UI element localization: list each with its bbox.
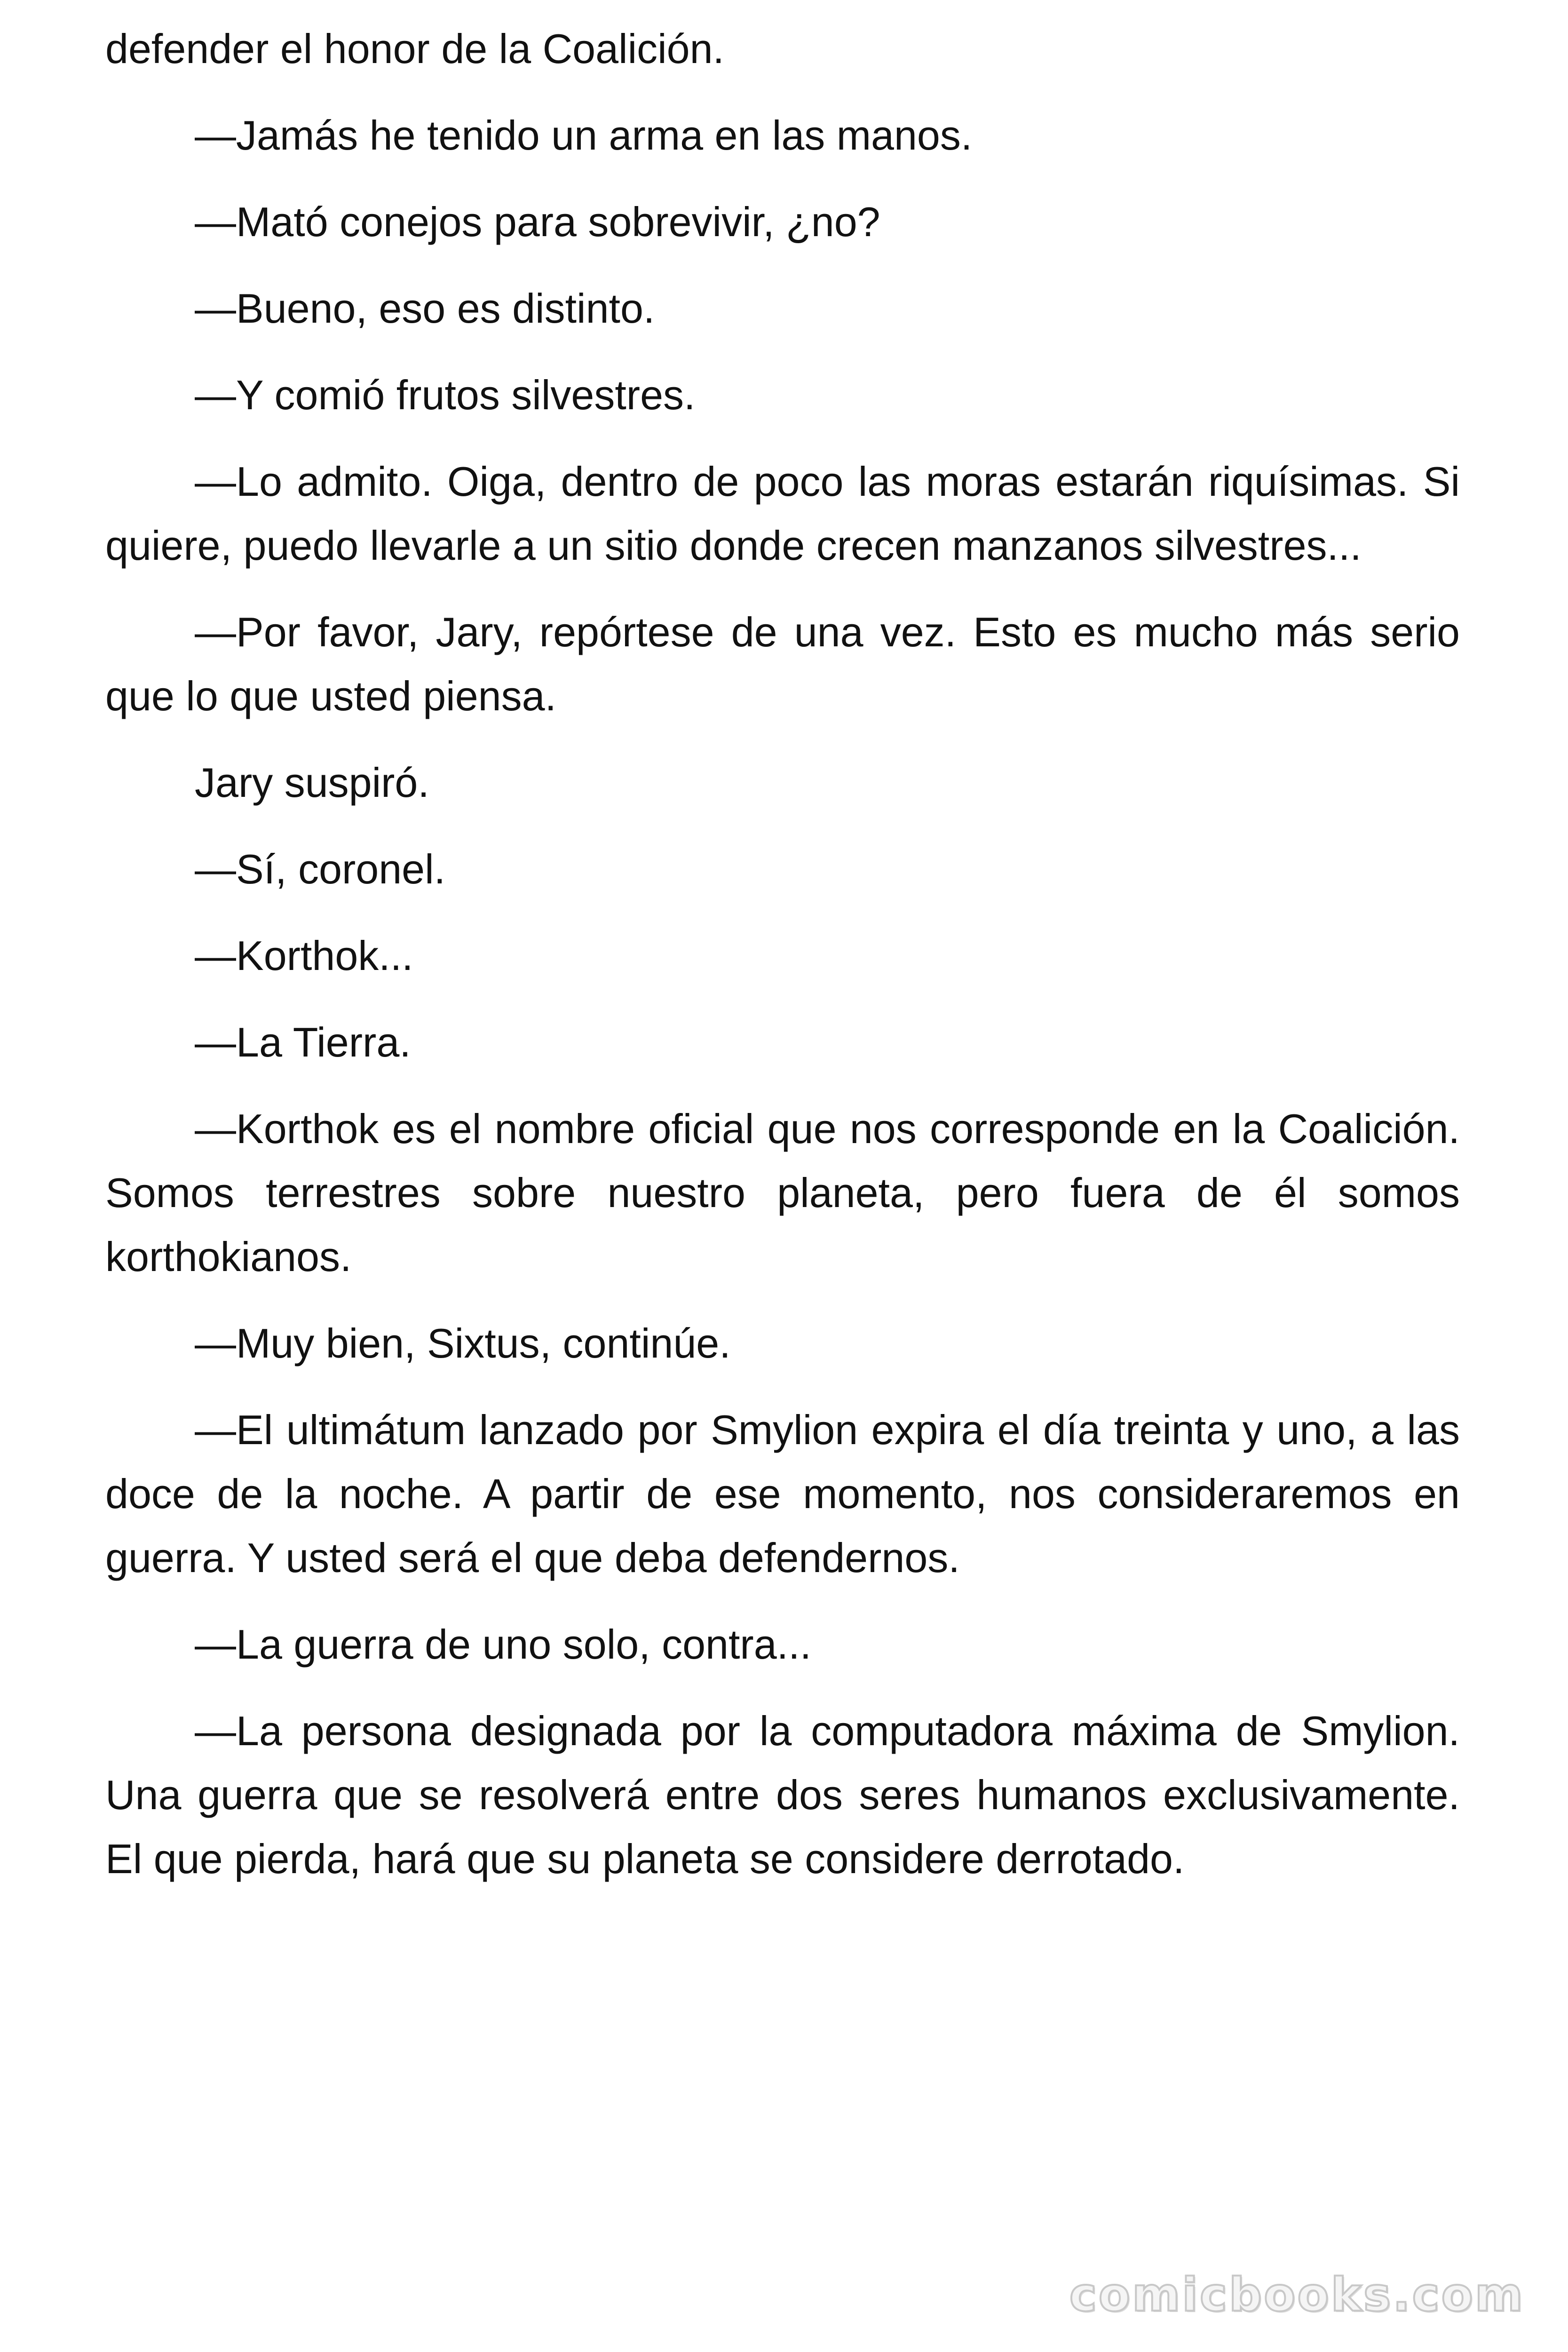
- page-text: [105, 17, 1460, 1914]
- paragraph-10: —Korthok...: [195, 932, 413, 979]
- paragraph-12: —Korthok es el nombre oficial que nos corresponde en la Coalición. Somos terrestres sobre nuestro planeta, pero fuera de él somos korthokianos.: [105, 1105, 1460, 1280]
- paragraph-5: —Y comió frutos silvestres.: [195, 372, 696, 418]
- paragraph-2: —Jamás he tenido un arma en las manos.: [195, 112, 973, 159]
- paragraph-4: —Bueno, eso es distinto.: [195, 285, 655, 332]
- paragraph-3: —Mató conejos para sobrevivir, ¿no?: [195, 199, 880, 245]
- paragraph-9: —Sí, coronel.: [195, 846, 446, 892]
- paragraph-14: —El ultimátum lanzado por Smylion expira el día treinta y uno, a las doce de la noche. A partir de ese momento, nos consideraremos en guerra. Y usted será el que deba defendernos.: [105, 1406, 1460, 1581]
- paragraph-13: —Muy bien, Sixtus, continúe.: [195, 1320, 731, 1367]
- paragraph-11: —La Tierra.: [195, 1019, 411, 1065]
- paragraph-6: —Lo admito. Oiga, dentro de poco las moras estarán riquísimas. Si quiere, puedo llevarle a un sitio donde crecen manzanos silvestres...: [105, 458, 1460, 569]
- paragraph-7: —Por favor, Jary, repórtese de una vez. Esto es mucho más serio que lo que usted piensa.: [105, 609, 1460, 719]
- paragraph-16: —La persona designada por la computadora máxima de Smylion. Una guerra que se resolverá entre dos seres humanos exclusivamente. El que pierda, hará que su planeta se considere derrotado.: [105, 1708, 1460, 1882]
- paragraph-1: defender el honor de la Coalición.: [105, 25, 725, 72]
- paragraph-8: Jary suspiró.: [195, 759, 429, 806]
- paragraph-15: —La guerra de uno solo, contra...: [195, 1621, 812, 1668]
- watermark-logo: comicbooks.com: [1069, 2268, 1525, 2322]
